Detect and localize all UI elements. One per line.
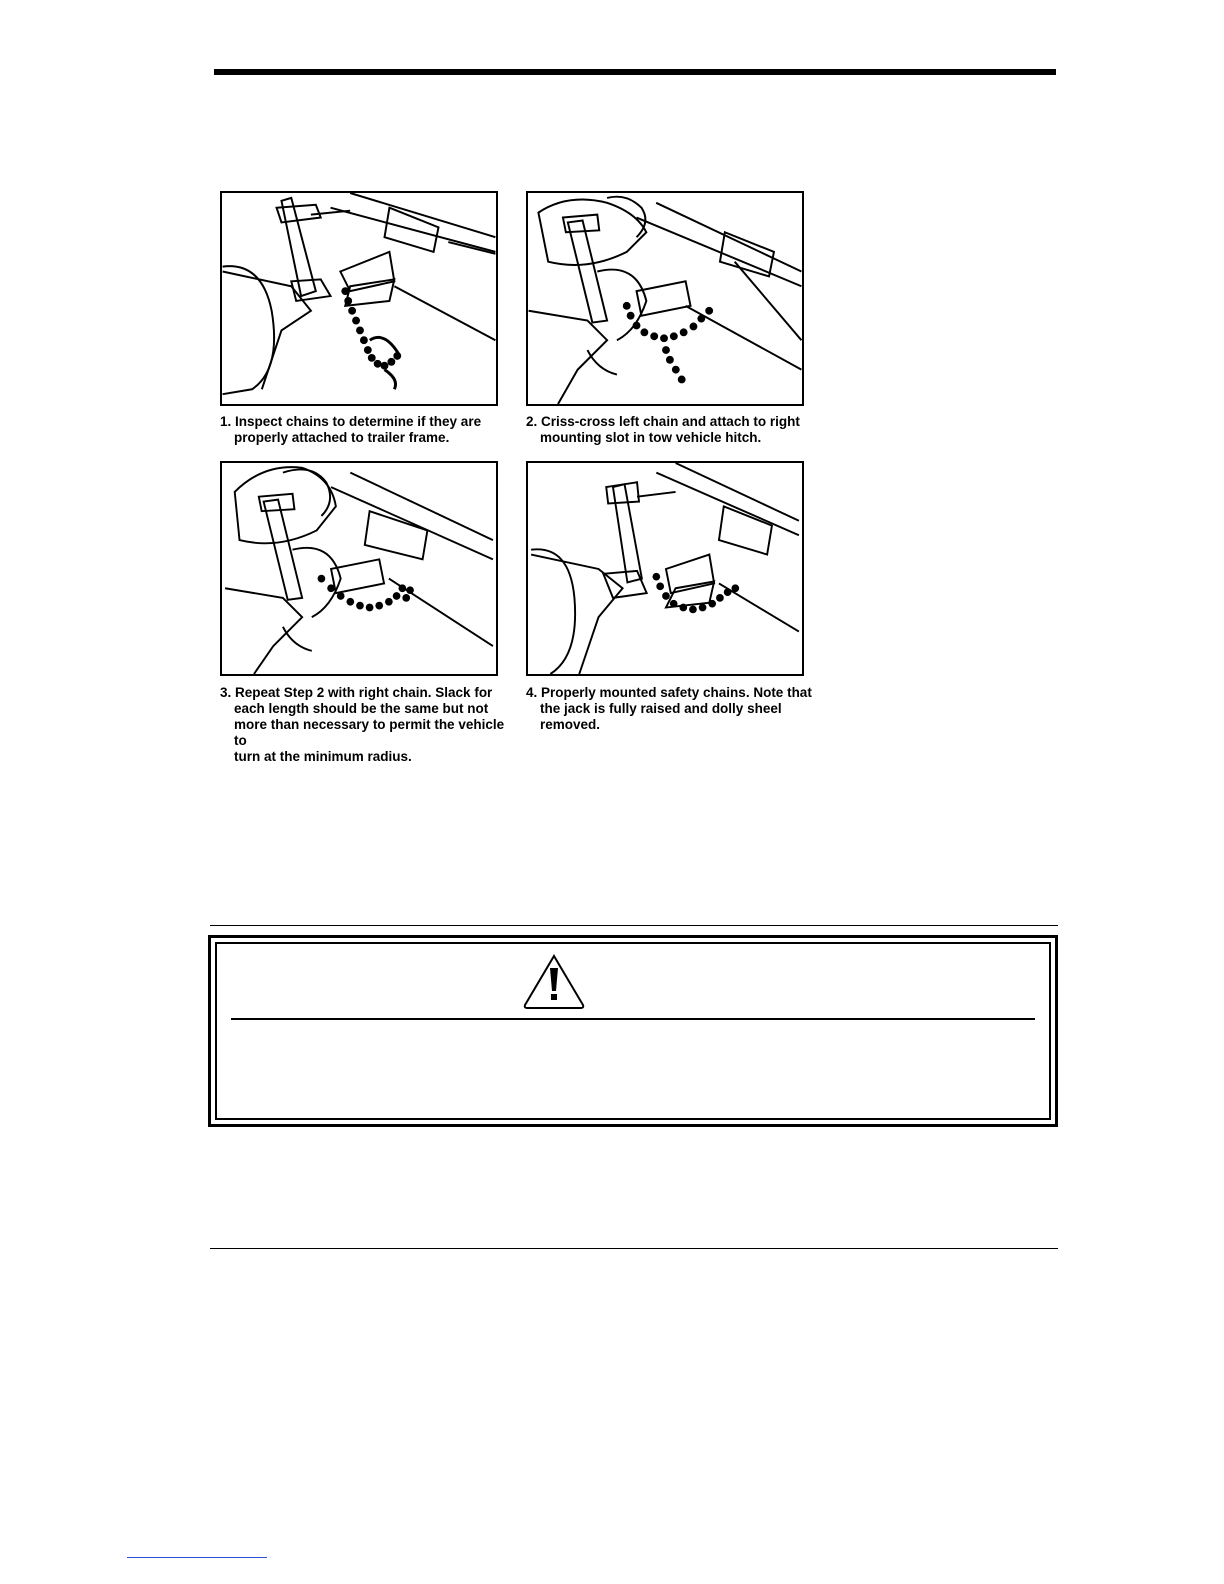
illustration-panel-4 (526, 461, 804, 676)
caption-line: properly attached to trailer frame. (234, 430, 450, 445)
caption-line: the jack is fully raised and dolly sheel (540, 701, 782, 716)
mounted-safety-chains-illustration (528, 463, 802, 674)
caption-line: mounting slot in tow vehicle hitch. (540, 430, 762, 445)
caption-line: 2. Criss-cross left chain and attach to right (526, 414, 800, 429)
caption-line: turn at the minimum radius. (234, 749, 412, 764)
illustration-panel-3 (220, 461, 498, 676)
caption-line: 1. Inspect chains to determine if they are (220, 414, 482, 429)
caption-panel-2 (526, 414, 816, 446)
footer-link-underline[interactable] (127, 1557, 267, 1558)
person-attach-right-chain-illustration (222, 463, 496, 674)
caption-line: removed. (540, 717, 601, 732)
jack-and-chains-illustration (222, 193, 496, 404)
illustration-panel-1 (220, 191, 498, 406)
person-criss-cross-chain-illustration (528, 193, 802, 404)
warning-divider (231, 1018, 1035, 1020)
caption-line: 4. Properly mounted safety chains. Note that (526, 685, 812, 700)
caption-panel-3 (220, 685, 510, 765)
warning-triangle-icon (522, 953, 586, 1011)
illustration-panel-2 (526, 191, 804, 406)
warning-box (208, 935, 1058, 1127)
section-rule-bottom (210, 1248, 1058, 1249)
caption-panel-1 (220, 414, 510, 446)
caption-line: each length should be the same but not (234, 701, 489, 716)
warning-box-inner-border (215, 942, 1051, 1120)
caption-panel-4 (526, 685, 816, 733)
caption-line: more than necessary to permit the vehicle to (234, 717, 505, 748)
section-rule-top (210, 925, 1058, 926)
header-rule (214, 69, 1056, 75)
caption-line: 3. Repeat Step 2 with right chain. Slack for (220, 685, 493, 700)
